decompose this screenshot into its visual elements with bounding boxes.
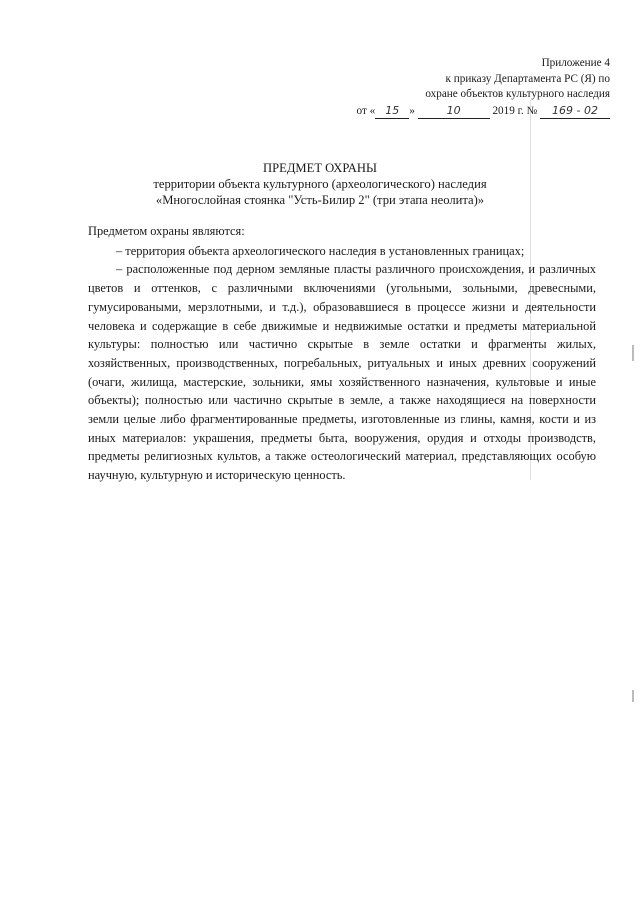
object-name: «Многослойная стоянка "Усть-Билир 2" (три этапа неолита)» — [155, 193, 485, 207]
body-item-territory: – территория объекта археологического наследия в установленных границах; — [116, 243, 525, 258]
document-body — [88, 222, 596, 485]
date-day-handwritten: 15 — [375, 103, 409, 120]
order-number-handwritten: 169 - 02 — [540, 103, 610, 120]
appendix-date-line — [357, 103, 610, 120]
appendix-department: охране объектов культурного наследия — [425, 88, 610, 100]
scan-edge-mark — [632, 345, 634, 361]
document-title: ПРЕДМЕТ ОХРАНЫ — [263, 161, 377, 175]
appendix-number: Приложение 4 — [541, 57, 610, 69]
date-prefix: от « — [356, 104, 376, 117]
scan-edge-mark — [632, 690, 634, 702]
appendix-order-ref: к приказу Департамента РС (Я) по — [445, 72, 610, 85]
date-mid: » — [409, 104, 415, 117]
appendix-header — [357, 56, 610, 119]
date-year: 2019 г. № — [492, 104, 538, 117]
body-item-layers: – расположенные под дерном земляные пласты различного происхождения, и различных цветов и оттенков, с различными включениями (угольными, зольными, древесными, гумусироваными, мерзлотными, и т.д.), образовавшиеся в процессе жизни и деятельности человека и содержащие в себе движимые и недвижимые остатки и предметы материальной культуры: полностью или частично скрытые в земле остатки и фрагменты жилых, хозяйственных, производственных, погребальных, ритуальных и иных древних сооружений (очаги, жилища, мастерские, зольники, ямы хозяйственного назначения, культовые и иные объекты); полностью или частично скрытые в земле, а также находящиеся на поверхности земли целые либо фрагментированные предметы, изготовленные из глины, камня, кости и из иных материалов: украшения, предметы быта, вооружения, орудия и отходы производств, предметы религиозных культов, а также остеологический материал, представляющих особую научную, культурную и историческую ценность. — [88, 262, 596, 483]
scan-fold-line — [530, 100, 531, 480]
document-title-block — [0, 160, 640, 208]
body-lead: Предметом охраны являются: — [88, 224, 245, 238]
document-subtitle: территории объекта культурного (археологического) наследия — [153, 177, 487, 191]
date-month-handwritten: 10 — [418, 103, 490, 120]
